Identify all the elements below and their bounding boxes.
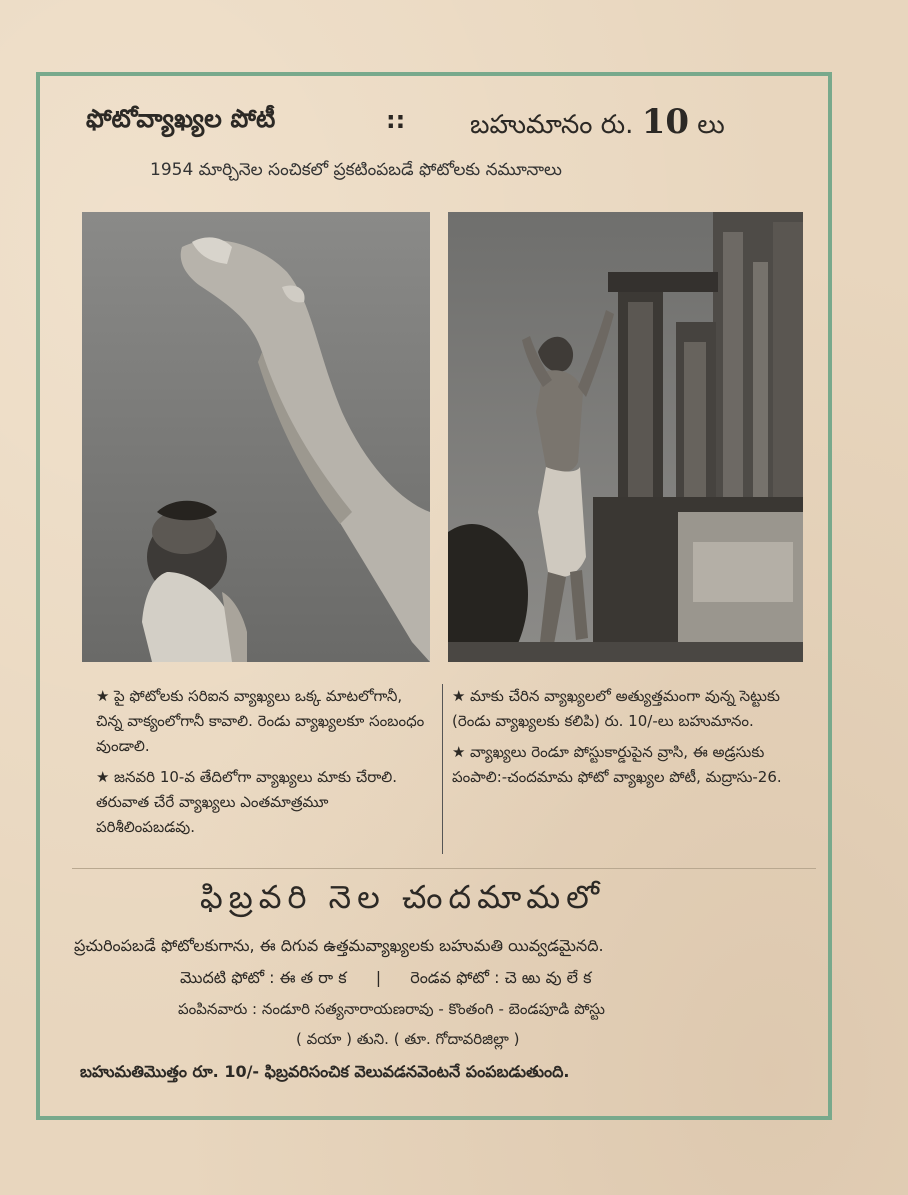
camel-photo	[82, 212, 430, 662]
star-icon: ★	[452, 687, 466, 705]
rules-right-column	[452, 684, 800, 796]
star-icon: ★	[96, 687, 110, 705]
rules-left-column	[96, 684, 432, 846]
sender-line: పంపినవారు : నండూరి సత్యనారాయణరావు - కొంతంగి - బెండపూడి పోస్టు	[178, 1000, 605, 1018]
sender-place: ( వయా ) తుని. ( తూ. గోదావరిజిల్లా )	[296, 1030, 520, 1048]
rule-text: జనవరి 10-వ తేదిలోగా వ్యాఖ్యలు మాకు చేరాలి. తరువాత చేరే వ్యాఖ్యలు ఎంతమాత్రమూ పరిశీలింపబడవు.	[96, 768, 398, 836]
caption-divider: |	[375, 968, 382, 987]
prize-amount: 10	[641, 102, 690, 142]
subheader: 1954 మార్చినెల సంచికలో ప్రకటింపబడే ఫోటోలకు నమూనాలు	[150, 160, 562, 180]
star-icon: ★	[452, 743, 466, 761]
results-heading: ఫిబ్రవరి నెల చందమామలో	[200, 878, 606, 916]
rule-item	[96, 684, 432, 759]
prize-note: బహుమతిమొత్తం రూ. 10/- ఫిబ్రవరిసంచిక వెలువడనవెంటనే పంపబడుతుంది.	[80, 1062, 570, 1081]
header-separator: ::	[386, 106, 406, 134]
rule-item	[452, 740, 800, 790]
prize-prefix: బహుమానం రు.	[470, 110, 634, 140]
first-photo-caption: మొదటి ఫోటో : ఈ త రా క	[180, 968, 347, 987]
temple-photo	[448, 212, 803, 662]
second-photo-caption: రెండవ ఫోటో : చె ఱు వు లే క	[410, 968, 592, 987]
winning-captions	[180, 968, 780, 991]
rule-text: పై ఫోటోలకు సరిఐన వ్యాఖ్యలు ఒక్క మాటలోగానీ, చిన్న వాక్యంలోగానీ కావాలి. రెండు వ్యాఖ్యలకూ సంబంధం వుండాలి.	[96, 687, 425, 755]
star-icon: ★	[96, 768, 110, 786]
rule-text: మాకు చేరిన వ్యాఖ్యలలో అత్యుత్తమంగా వున్న సెట్టుకు (రెండు వ్యాఖ్యలకు కలిపి) రు. 10/-లు బహుమానం.	[452, 687, 780, 730]
column-divider	[442, 684, 443, 854]
rule-item	[452, 684, 800, 734]
prize-heading	[470, 102, 725, 146]
contest-title: ఫోటోవ్యాఖ్యల పోటీ	[86, 104, 276, 133]
header	[86, 100, 806, 148]
rule-text: వ్యాఖ్యలు రెండూ పోస్టుకార్డుపైన వ్రాసి, ఈ అడ్రసుకు పంపాలి:-చందమామ ఫోటో వ్యాఖ్యల పోటీ, మద్రాసు-26.	[452, 743, 782, 786]
rule-item	[96, 765, 432, 840]
results-intro: ప్రచురింపబడే ఫోటోలకుగాను, ఈ దిగువ ఉత్తమవ్యాఖ్యలకు బహుమతి యివ్వడమైనది.	[74, 936, 604, 955]
section-divider	[72, 868, 816, 869]
prize-suffix: లు	[697, 110, 725, 140]
